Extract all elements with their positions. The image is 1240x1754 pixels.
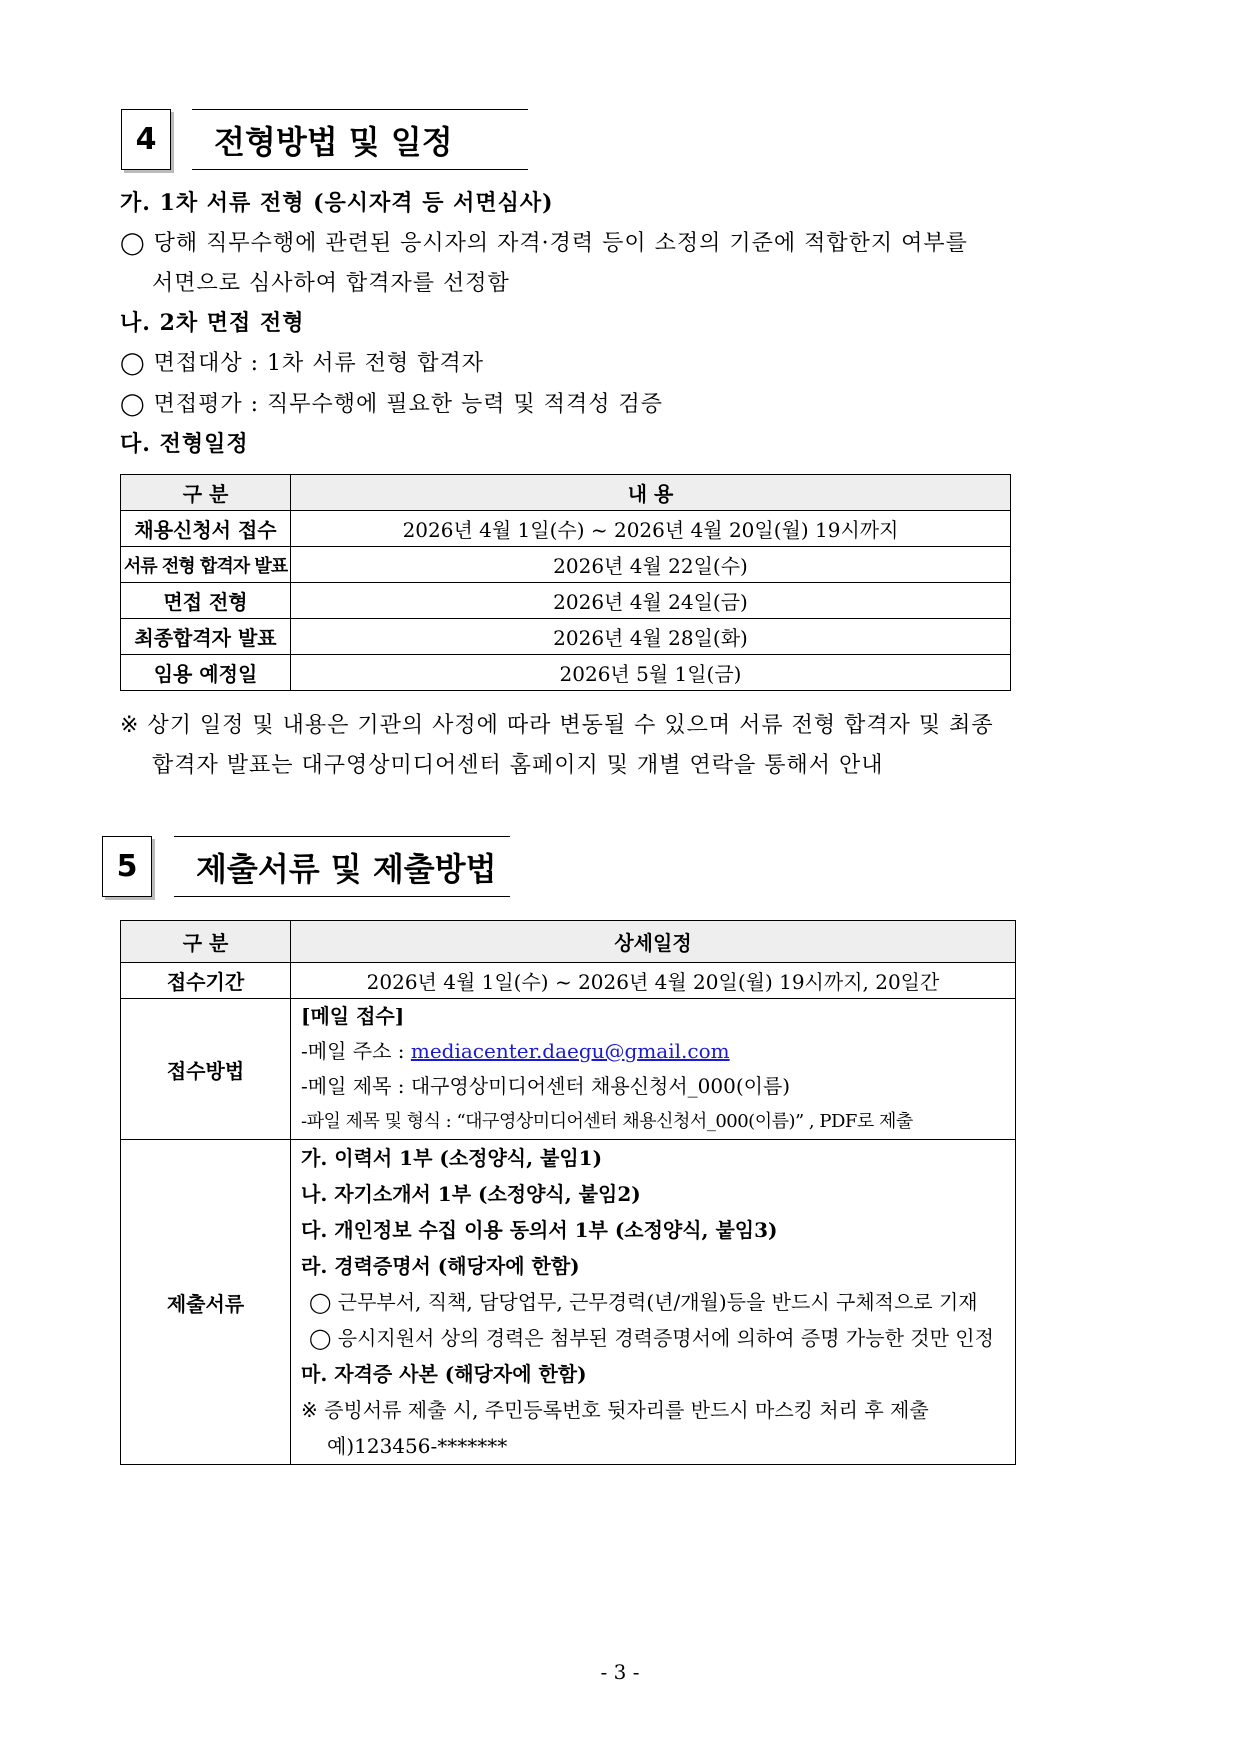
section4-note — [120, 708, 994, 739]
schedule-table-header — [121, 475, 1011, 511]
period-label: 접수기간 — [121, 963, 291, 999]
table-row — [121, 655, 1011, 691]
docs-item-c: 다. 개인정보 수집 이용 동의서 1부 (소정양식, 붙임3) — [301, 1218, 778, 1242]
method-heading: [메일 접수] — [301, 1004, 405, 1028]
circle-bullet-icon: ◯ — [120, 392, 146, 417]
section4-a-line2: 서면으로 심사하여 합격자를 선정함 — [152, 271, 510, 296]
circle-bullet-icon: ◯ — [309, 1326, 332, 1350]
method-email-prefix: -메일 주소 : — [301, 1039, 411, 1063]
circle-bullet-icon: ◯ — [120, 351, 146, 376]
schedule-row-label: 채용신청서 접수 — [121, 511, 291, 547]
docs-item-d1-text: 근무부서, 직책, 담당업무, 근무경력(년/개월)등을 반드시 구체적으로 기재 — [337, 1290, 978, 1314]
circle-bullet-icon: ◯ — [309, 1290, 332, 1314]
docs-item-d2 — [291, 1320, 1015, 1356]
section4-note-line2: 합격자 발표는 대구영상미디어센터 홈페이지 및 개별 연락을 통해서 안내 — [152, 753, 884, 778]
section5-number: 5 — [102, 836, 152, 897]
schedule-header-content: 내 용 — [291, 475, 1011, 511]
section4-note-line1: 상기 일정 및 내용은 기관의 사정에 따라 변동될 수 있으며 서류 전형 합격자 및 최종 — [147, 713, 994, 738]
docs-item-d: 라. 경력증명서 (해당자에 한함) — [301, 1254, 580, 1278]
schedule-row-value: 2026년 4월 1일(수) ~ 2026년 4월 20일(월) 19시까지 — [291, 511, 1011, 547]
section4-title: 전형방법 및 일정 — [192, 109, 528, 170]
table-row — [121, 999, 1016, 1140]
section4-b-item1 — [120, 346, 484, 377]
section4-a-item — [120, 226, 968, 257]
docs-label: 제출서류 — [121, 1140, 291, 1465]
note-mark-icon: ※ — [301, 1398, 318, 1422]
schedule-row-label: 서류 전형 합격자 발표 — [121, 547, 291, 583]
period-value: 2026년 4월 1일(수) ~ 2026년 4월 20일(월) 19시까지, 20일간 — [291, 963, 1016, 999]
schedule-row-value: 2026년 5월 1일(금) — [291, 655, 1011, 691]
docs-note-text: 증빙서류 제출 시, 주민등록번호 뒷자리를 반드시 마스킹 처리 후 제출 — [324, 1398, 929, 1422]
docs-item-b: 나. 자기소개서 1부 (소정양식, 붙임2) — [301, 1182, 641, 1206]
section4-a-line1: 당해 직무수행에 관련된 응시자의 자격·경력 등이 소정의 기준에 적합한지 여부를 — [153, 231, 968, 256]
docs-item-d2-text: 응시지원서 상의 경력은 첨부된 경력증명서에 의하여 증명 가능한 것만 인정 — [337, 1326, 994, 1350]
docs-note — [291, 1392, 1015, 1428]
docs-example: 예)123456-******* — [327, 1434, 508, 1458]
docs-item-e: 마. 자격증 사본 (해당자에 한함) — [301, 1362, 587, 1386]
docs-detail — [291, 1140, 1016, 1465]
section5-title: 제출서류 및 제출방법 — [174, 836, 510, 897]
method-file: -파일 제목 및 형식 : “대구영상미디어센터 채용신청서_000(이름)” , PDF로 제출 — [301, 1111, 913, 1132]
section4-a-heading: 가. 1차 서류 전형 (응시자격 등 서면심사) — [120, 190, 554, 216]
page-number: - 3 - — [600, 1660, 640, 1684]
method-detail — [291, 999, 1016, 1140]
section4-b-heading: 나. 2차 면접 전형 — [120, 310, 305, 336]
section4-b-item1-text: 면접대상 : 1차 서류 전형 합격자 — [153, 351, 485, 376]
docs-item-a: 가. 이력서 1부 (소정양식, 붙임1) — [301, 1146, 603, 1170]
section4-c-heading: 다. 전형일정 — [120, 431, 249, 457]
table-row — [121, 1140, 1016, 1465]
schedule-row-value: 2026년 4월 24일(금) — [291, 583, 1011, 619]
table-row — [121, 583, 1011, 619]
email-link[interactable]: mediacenter.daegu@gmail.com — [410, 1039, 730, 1063]
table-row — [121, 619, 1011, 655]
schedule-header-category: 구 분 — [121, 475, 291, 511]
submission-table — [120, 920, 1016, 1465]
method-email-line — [291, 1034, 1015, 1069]
schedule-row-label: 면접 전형 — [121, 583, 291, 619]
section4-number: 4 — [121, 109, 171, 170]
schedule-table — [120, 474, 1011, 691]
table-row — [121, 963, 1016, 999]
section4-b-item2 — [120, 387, 663, 418]
method-subject: -메일 제목 : 대구영상미디어센터 채용신청서_000(이름) — [301, 1074, 791, 1098]
schedule-row-value: 2026년 4월 28일(화) — [291, 619, 1011, 655]
note-mark-icon: ※ — [120, 713, 140, 738]
method-label: 접수방법 — [121, 999, 291, 1140]
table-row — [121, 511, 1011, 547]
submission-header-category: 구 분 — [121, 921, 291, 963]
schedule-row-value: 2026년 4월 22일(수) — [291, 547, 1011, 583]
submission-table-header — [121, 921, 1016, 963]
schedule-row-label: 임용 예정일 — [121, 655, 291, 691]
table-row — [121, 547, 1011, 583]
docs-item-d1 — [291, 1284, 1015, 1320]
submission-header-detail: 상세일정 — [291, 921, 1016, 963]
section4-b-item2-text: 면접평가 : 직무수행에 필요한 능력 및 적격성 검증 — [153, 392, 664, 417]
circle-bullet-icon: ◯ — [120, 231, 146, 256]
schedule-row-label: 최종합격자 발표 — [121, 619, 291, 655]
